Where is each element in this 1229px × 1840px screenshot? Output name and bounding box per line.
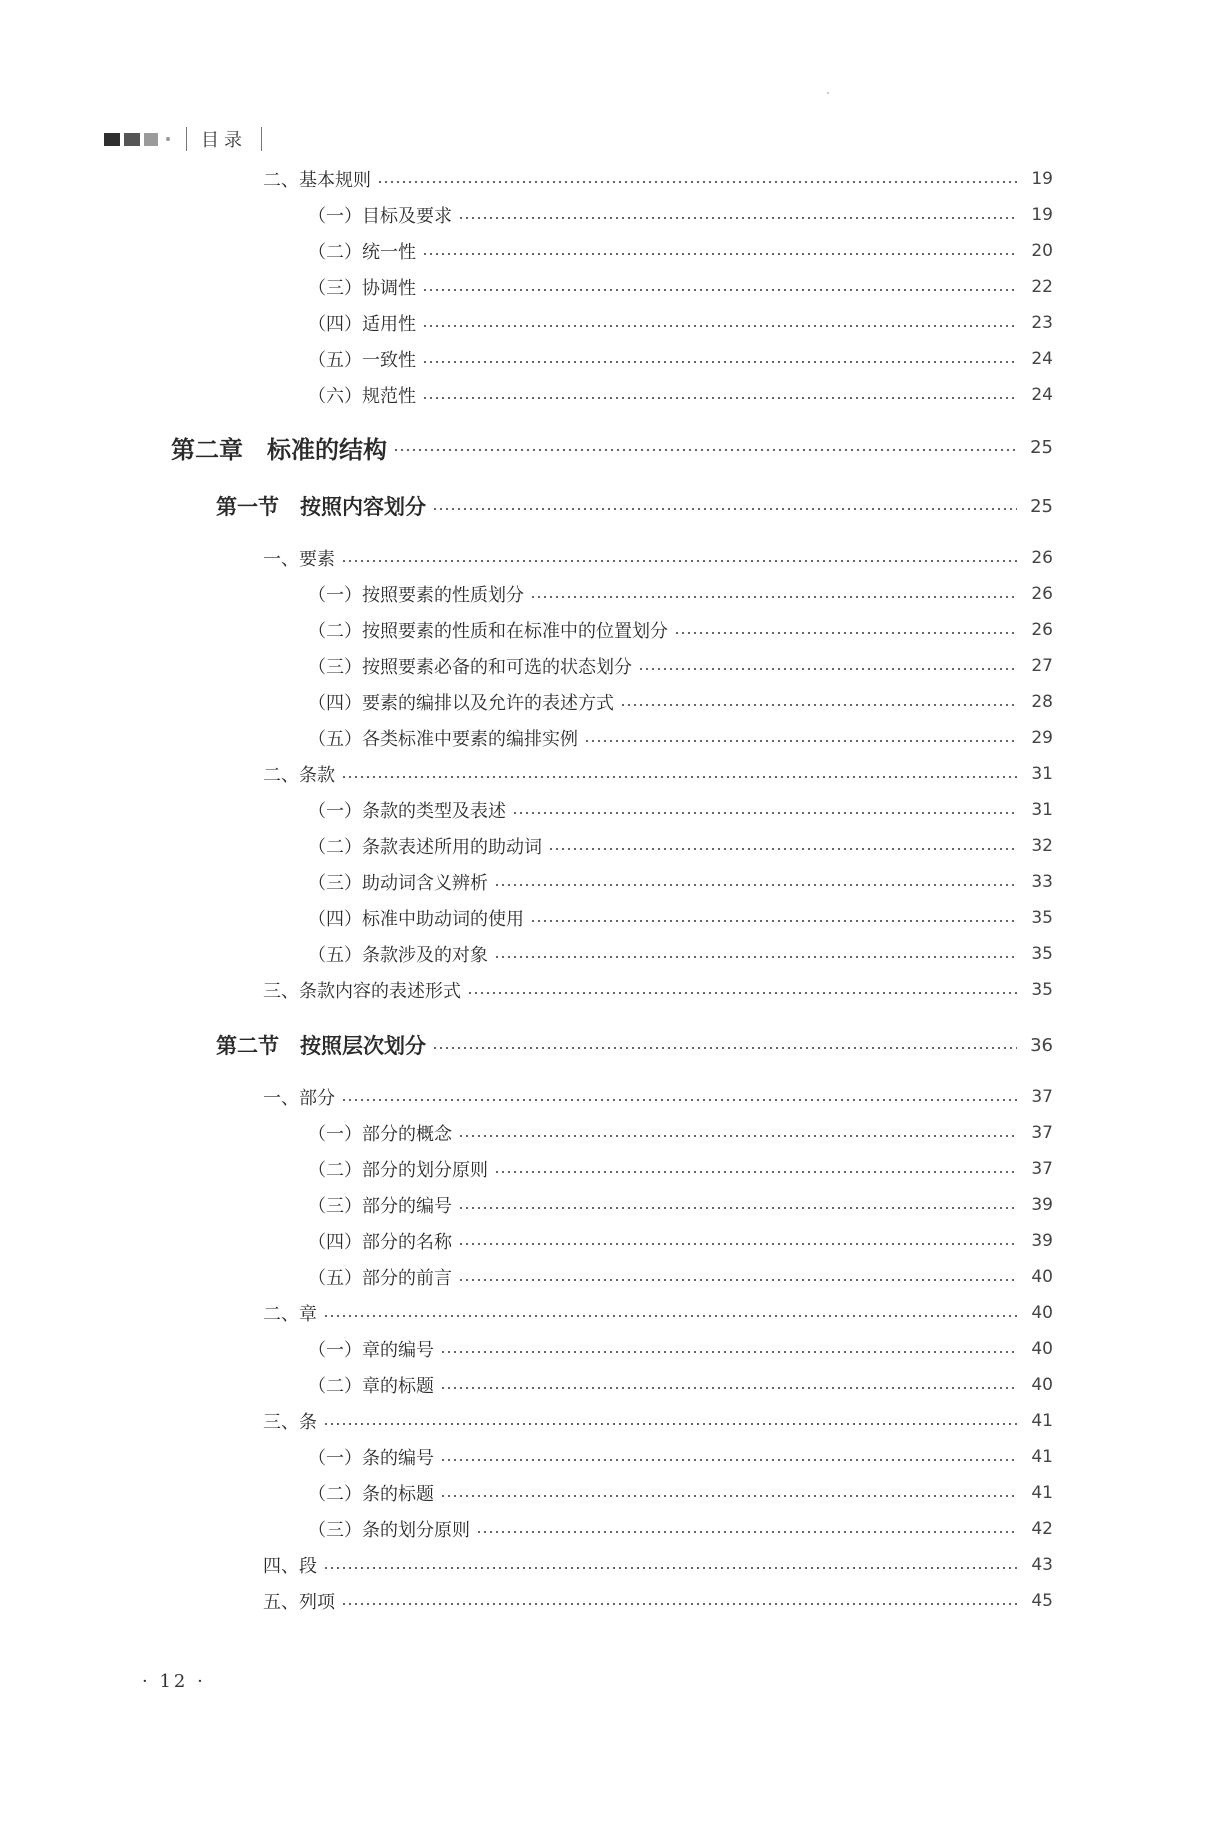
toc-entry-label: （一）条款的类型及表述 <box>308 801 506 822</box>
dot-leader <box>494 884 1017 886</box>
toc-entry <box>308 796 1053 824</box>
dot-leader <box>341 776 1017 778</box>
toc-entry-label: （四）要素的编排以及允许的表述方式 <box>308 693 614 714</box>
dot-leader <box>341 1099 1017 1101</box>
toc-entry-label: （三）助动词含义辨析 <box>308 873 488 894</box>
toc-entry <box>308 1371 1053 1399</box>
toc-entry-page: 39 <box>1031 1195 1053 1215</box>
dot-leader <box>440 1387 1017 1389</box>
dot-leader <box>323 1423 1017 1425</box>
toc-entry <box>171 430 1053 464</box>
dot-leader <box>422 361 1017 363</box>
toc-entry-page: 41 <box>1031 1447 1053 1467</box>
toc-entry-label: （五）各类标准中要素的编排实例 <box>308 729 578 750</box>
toc-entry-label: 三、条 <box>263 1412 317 1433</box>
toc-entry-label: （一）章的编号 <box>308 1340 434 1361</box>
toc-entry-label: （五）一致性 <box>308 350 416 371</box>
dot-leader <box>323 1567 1017 1569</box>
toc-entry-page: 19 <box>1031 169 1053 189</box>
toc-entry <box>263 1551 1053 1579</box>
toc-entry-page: 40 <box>1031 1303 1053 1323</box>
dot-leader <box>494 956 1017 958</box>
dot-leader <box>432 508 1017 510</box>
dot-leader <box>323 1315 1017 1317</box>
toc-entry-label: 二、章 <box>263 1304 317 1325</box>
toc-entry-label: （一）条的编号 <box>308 1448 434 1469</box>
toc-entry-page: 26 <box>1031 548 1053 568</box>
toc-entry-label: （二）条的标题 <box>308 1484 434 1505</box>
dot-leader <box>422 325 1017 327</box>
toc-entry-page: 24 <box>1031 349 1053 369</box>
dot-leader <box>440 1459 1017 1461</box>
toc-entry-label: （二）部分的划分原则 <box>308 1160 488 1181</box>
toc-entry <box>263 165 1053 193</box>
dot-leader <box>432 1047 1017 1049</box>
toc-entry-label: 第二章 标准的结构 <box>171 434 387 464</box>
toc-entry-label: （一）按照要素的性质划分 <box>308 585 524 606</box>
header-title: 目录 <box>201 130 247 151</box>
toc-entry-label: （一）部分的概念 <box>308 1124 452 1145</box>
toc-entry-label: （四）适用性 <box>308 314 416 335</box>
toc-entry <box>308 724 1053 752</box>
toc-entry-label: 三、条款内容的表述形式 <box>263 981 461 1002</box>
toc-entry-label: （三）条的划分原则 <box>308 1520 470 1541</box>
toc-entry-page: 23 <box>1031 313 1053 333</box>
dot-leader <box>422 289 1017 291</box>
toc-entry-label: 一、部分 <box>263 1088 335 1109</box>
toc-entry <box>308 832 1053 860</box>
toc-entry-label: （六）规范性 <box>308 386 416 407</box>
toc-entry-page: 24 <box>1031 385 1053 405</box>
dot-leader <box>458 1279 1017 1281</box>
toc-entry <box>308 201 1053 229</box>
toc-entry <box>308 1479 1053 1507</box>
toc-entry-page: 29 <box>1031 728 1053 748</box>
toc-entry <box>308 1335 1053 1363</box>
toc-entry <box>308 381 1053 409</box>
toc-entry-page: 26 <box>1031 620 1053 640</box>
toc-entry <box>308 1119 1053 1147</box>
running-header <box>104 126 262 152</box>
dot-leader <box>476 1531 1017 1533</box>
toc-entry-label: （四）标准中助动词的使用 <box>308 909 524 930</box>
dot-leader <box>458 217 1017 219</box>
toc-entry <box>308 904 1053 932</box>
scan-speck <box>827 92 829 94</box>
toc-entry <box>263 544 1053 572</box>
dot-leader <box>393 449 1017 451</box>
toc-entry-page: 43 <box>1031 1555 1053 1575</box>
toc-entry-page: 28 <box>1031 692 1053 712</box>
toc-entry-label: 二、条款 <box>263 765 335 786</box>
dot-leader <box>584 740 1017 742</box>
toc-entry-page: 41 <box>1031 1483 1053 1503</box>
dot-leader <box>440 1351 1017 1353</box>
toc-entry <box>308 345 1053 373</box>
dot-leader <box>422 253 1017 255</box>
toc-entry-label: （五）条款涉及的对象 <box>308 945 488 966</box>
toc-entry-label: 四、段 <box>263 1556 317 1577</box>
toc-entry-page: 35 <box>1031 980 1053 1000</box>
dot-leader <box>530 920 1017 922</box>
toc-entry-label: （三）部分的编号 <box>308 1196 452 1217</box>
toc-entry <box>308 1263 1053 1291</box>
toc-entry-page: 27 <box>1031 656 1053 676</box>
dot-leader <box>512 812 1017 814</box>
toc-entry-label: （一）目标及要求 <box>308 206 452 227</box>
dot-leader <box>458 1135 1017 1137</box>
toc-entry-label: （二）按照要素的性质和在标准中的位置划分 <box>308 621 668 642</box>
toc-entry-page: 19 <box>1031 205 1053 225</box>
toc-entry-page: 37 <box>1031 1159 1053 1179</box>
toc-entry <box>263 760 1053 788</box>
dot-leader <box>530 596 1017 598</box>
dot-leader <box>494 1171 1017 1173</box>
toc-entry-page: 36 <box>1030 1034 1053 1056</box>
toc-entry <box>263 1083 1053 1111</box>
toc-entry <box>263 976 1053 1004</box>
toc-entry-page: 31 <box>1031 764 1053 784</box>
dot-leader <box>377 181 1017 183</box>
toc-entry-page: 37 <box>1031 1087 1053 1107</box>
toc-entry <box>216 490 1053 522</box>
toc-entry <box>308 1155 1053 1183</box>
toc-entry-page: 35 <box>1031 908 1053 928</box>
toc-entry <box>308 237 1053 265</box>
toc-entry-label: 五、列项 <box>263 1592 335 1613</box>
toc-entry-label: 第二节 按照层次划分 <box>216 1033 426 1058</box>
toc-entry-page: 42 <box>1031 1519 1053 1539</box>
toc-entry-label: （二）统一性 <box>308 242 416 263</box>
toc-entry <box>263 1407 1053 1435</box>
toc-entry-page: 35 <box>1031 944 1053 964</box>
dot-leader <box>440 1495 1017 1497</box>
toc-entry <box>308 940 1053 968</box>
toc-entry-label: 二、基本规则 <box>263 170 371 191</box>
toc-entry-page: 37 <box>1031 1123 1053 1143</box>
dot-leader <box>620 704 1017 706</box>
toc-entry-page: 22 <box>1031 277 1053 297</box>
toc-entry <box>308 688 1053 716</box>
toc-entry-page: 40 <box>1031 1339 1053 1359</box>
dot-leader <box>341 1603 1017 1605</box>
toc-entry <box>308 1227 1053 1255</box>
toc-entry-label: （三）按照要素必备的和可选的状态划分 <box>308 657 632 678</box>
dot-leader <box>458 1243 1017 1245</box>
toc-entry-label: （五）部分的前言 <box>308 1268 452 1289</box>
toc-entry-label: 第一节 按照内容划分 <box>216 494 426 519</box>
toc-entry-page: 32 <box>1031 836 1053 856</box>
toc-entry-page: 40 <box>1031 1375 1053 1395</box>
toc-entry <box>308 652 1053 680</box>
toc-entry <box>308 1191 1053 1219</box>
toc-entry-label: （三）协调性 <box>308 278 416 299</box>
dot-leader <box>458 1207 1017 1209</box>
toc-entry-label: （二）章的标题 <box>308 1376 434 1397</box>
toc-entry-page: 41 <box>1031 1411 1053 1431</box>
toc-entry-page: 26 <box>1031 584 1053 604</box>
toc-entry <box>308 1515 1053 1543</box>
toc-entry <box>263 1299 1053 1327</box>
toc-entry <box>308 580 1053 608</box>
toc-entry-page: 39 <box>1031 1231 1053 1251</box>
toc-entry <box>308 309 1053 337</box>
header-decoration-icon <box>104 133 170 146</box>
toc-entry-page: 45 <box>1031 1591 1053 1611</box>
toc-entry <box>308 273 1053 301</box>
toc-entry-label: （四）部分的名称 <box>308 1232 452 1253</box>
header-divider <box>186 127 187 151</box>
toc-entry-page: 40 <box>1031 1267 1053 1287</box>
toc-entry-label: 一、要素 <box>263 549 335 570</box>
toc-entry <box>216 1029 1053 1061</box>
dot-leader <box>341 560 1017 562</box>
header-divider-end <box>261 127 262 151</box>
toc-entry <box>308 1443 1053 1471</box>
toc-entry-page: 31 <box>1031 800 1053 820</box>
page-number: · 12 · <box>142 1671 206 1692</box>
dot-leader <box>422 397 1017 399</box>
toc-entry <box>263 1587 1053 1615</box>
toc-entry-page: 25 <box>1030 495 1053 517</box>
toc-entry-page: 33 <box>1031 872 1053 892</box>
dot-leader <box>638 668 1017 670</box>
toc-entry <box>308 616 1053 644</box>
dot-leader <box>548 848 1017 850</box>
toc-entry-page: 20 <box>1031 241 1053 261</box>
toc-entry-page: 25 <box>1030 436 1053 458</box>
toc-entry-label: （二）条款表述所用的助动词 <box>308 837 542 858</box>
toc-entry <box>308 868 1053 896</box>
dot-leader <box>674 632 1017 634</box>
dot-leader <box>467 992 1017 994</box>
